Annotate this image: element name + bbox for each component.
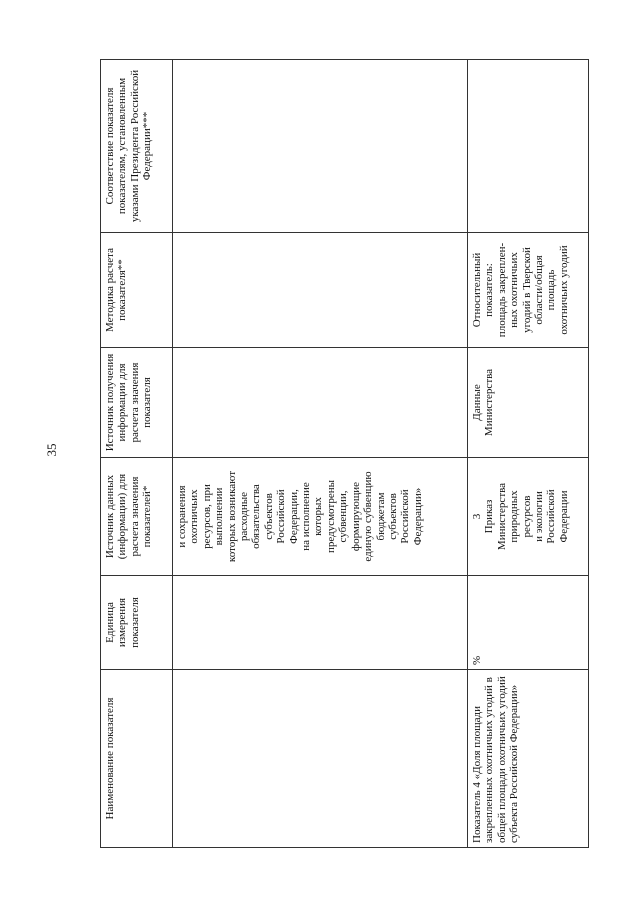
cell-unit: [173, 576, 468, 670]
indicator-table: [100, 59, 589, 848]
cell-indicator-name: [173, 670, 468, 848]
page-number: 35: [44, 443, 59, 457]
indicator-table-rotated: [100, 60, 588, 848]
cell-compliance: [173, 60, 468, 233]
cell-data-source: 3 Приказ Министерства природных ресурсов и экологии Российской Федерации: [468, 458, 589, 576]
cell-method: [173, 233, 468, 348]
header-indicator-name: Наименование показателя: [101, 670, 173, 848]
header-info-source: Источник получения информации для расчета значения показателя: [101, 348, 173, 458]
header-compliance: Соответствие показателя показателям, установленным указами Президента Российской Федерации***: [101, 60, 173, 233]
header-method: Методика расчета показателя**: [101, 233, 173, 348]
cell-indicator-name: Показатель 4 «Доля площади закрепленных охотничьих угодий в общей площади охотничьих угодий субъекта Российской Федерации»: [468, 670, 589, 848]
table-row: [468, 60, 589, 848]
indicator-table-container: [100, 60, 588, 848]
cell-info-source: [173, 348, 468, 458]
table-row: [173, 60, 468, 848]
cell-compliance: [468, 60, 589, 233]
table-header-row: [101, 60, 173, 848]
cell-data-source: и сохранения охотничьих ресурсов, при выполнении которых возникают расходные обязательства субъектов Российской Федерации, на исполнение которых предусмотрены субвенции, формирующие единую субвенцию бюджетам субъектов Российской Федерации»: [173, 458, 468, 576]
cell-unit: %: [468, 576, 589, 670]
header-data-source: Источник данных (информации) для расчета значения показателей*: [101, 458, 173, 576]
header-unit: Единица измерения показателя: [101, 576, 173, 670]
cell-method: Относительный показатель: площадь закреплен- ных охотничьих угодий в Тверской области/общая площадь охотничьих угодий: [468, 233, 589, 348]
cell-info-source: Данные Министерства: [468, 348, 589, 458]
